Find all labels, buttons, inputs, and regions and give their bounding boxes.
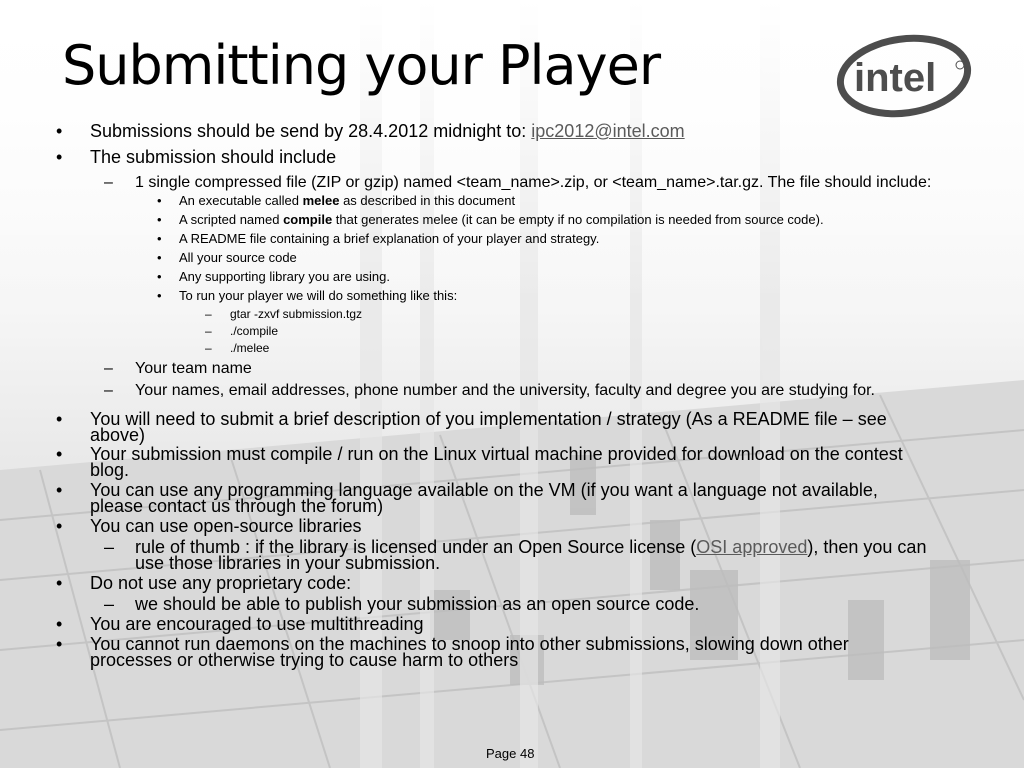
dash-marker: – <box>205 341 212 355</box>
item-bold: melee <box>302 193 340 208</box>
command-melee: ./melee <box>230 341 270 355</box>
dash-marker: – <box>104 382 113 399</box>
command-compile: ./compile <box>230 324 279 338</box>
bullet-marker: • <box>56 147 63 167</box>
subbullet-publish-open-source: we should be able to publish your submission as an open source code. <box>135 594 700 614</box>
bullet-programming-language-cont: please contact us through the forum) <box>90 496 384 516</box>
bullet-open-source-libraries: You can use open-source libraries <box>90 516 362 536</box>
item-source-code: All your source code <box>179 250 297 265</box>
dash-marker: – <box>104 594 115 614</box>
subbullet-rule-of-thumb-cont: use those libraries in your submission. <box>135 553 441 573</box>
bullet-marker: • <box>157 250 162 265</box>
email-link[interactable]: ipc2012@intel.com <box>531 121 685 141</box>
item-text: that generates melee (it can be empty if no compilation is needed from source code). <box>332 212 824 227</box>
command-gtar: gtar -zxvf submission.tgz <box>230 307 363 321</box>
dash-marker: – <box>205 307 212 321</box>
bullet-submission-deadline <box>90 123 685 140</box>
item-run-instructions: To run your player we will do something like this: <box>179 288 458 303</box>
bullet-marker: • <box>56 634 63 654</box>
bullet-readme-description: You will need to submit a brief description of you implementation / strategy (As a README file – see <box>90 409 887 429</box>
item-bold: compile <box>283 212 333 227</box>
bullet-marker: • <box>56 614 63 634</box>
bullet-marker: • <box>157 269 162 284</box>
bullet-marker: • <box>56 480 63 500</box>
bullet-multithreading: You are encouraged to use multithreading <box>90 614 424 634</box>
dash-marker: – <box>205 324 212 338</box>
bullet-no-daemons-cont: processes or otherwise trying to cause harm to others <box>90 650 519 670</box>
item-compile-script <box>179 213 824 227</box>
item-executable <box>179 194 515 208</box>
bullet-no-daemons: You cannot run daemons on the machines to snoop into other submissions, slowing down other <box>90 634 849 654</box>
bullet-submission-include: The submission should include <box>90 147 337 167</box>
dash-marker: – <box>104 174 113 191</box>
item-text: An executable called <box>179 193 303 208</box>
logo-wordmark: intel <box>854 56 937 100</box>
bullet-marker: • <box>157 231 162 246</box>
dash-marker: – <box>104 537 115 557</box>
bullet-linux-vm: Your submission must compile / run on the Linux virtual machine provided for download on the contest <box>90 444 903 464</box>
subbullet-team-name: Your team name <box>135 360 252 377</box>
bullet-text: Submissions should be send by 28.4.2012 midnight to: <box>90 121 532 141</box>
item-text: as described in this document <box>339 193 516 208</box>
bullet-no-proprietary: Do not use any proprietary code: <box>90 573 352 593</box>
bullet-readme-description-cont: above) <box>90 425 146 445</box>
subbullet-names-emails: Your names, email addresses, phone number and the university, faculty and degree you are studying for. <box>135 382 875 399</box>
bullet-marker: • <box>56 573 63 593</box>
item-text: ), then you can <box>807 537 927 557</box>
bullet-marker: • <box>56 121 63 141</box>
item-text: rule of thumb : if the library is licensed under an Open Source license ( <box>135 537 697 557</box>
bullet-marker: • <box>157 193 162 208</box>
bullet-marker: • <box>157 288 162 303</box>
bullet-marker: • <box>56 409 63 429</box>
page-number: Page 48 <box>486 746 535 761</box>
bullet-programming-language: You can use any programming language available on the VM (if you want a language not available, <box>90 480 878 500</box>
item-text: A scripted named <box>179 212 284 227</box>
bullet-marker: • <box>56 516 63 536</box>
item-supporting-library: Any supporting library you are using. <box>179 269 391 284</box>
bullet-marker: • <box>56 444 63 464</box>
slide-title: Submitting your Player <box>62 34 661 97</box>
bullet-linux-vm-cont: blog. <box>90 460 130 480</box>
item-readme: A README file containing a brief explanation of your player and strategy. <box>179 231 600 246</box>
osi-approved-link[interactable]: OSI approved <box>696 537 808 557</box>
subbullet-compressed-file: 1 single compressed file (ZIP or gzip) named <team_name>.zip, or <team_name>.tar.gz. The file should include: <box>135 174 932 191</box>
bullet-marker: • <box>157 212 162 227</box>
dash-marker: – <box>104 360 113 377</box>
